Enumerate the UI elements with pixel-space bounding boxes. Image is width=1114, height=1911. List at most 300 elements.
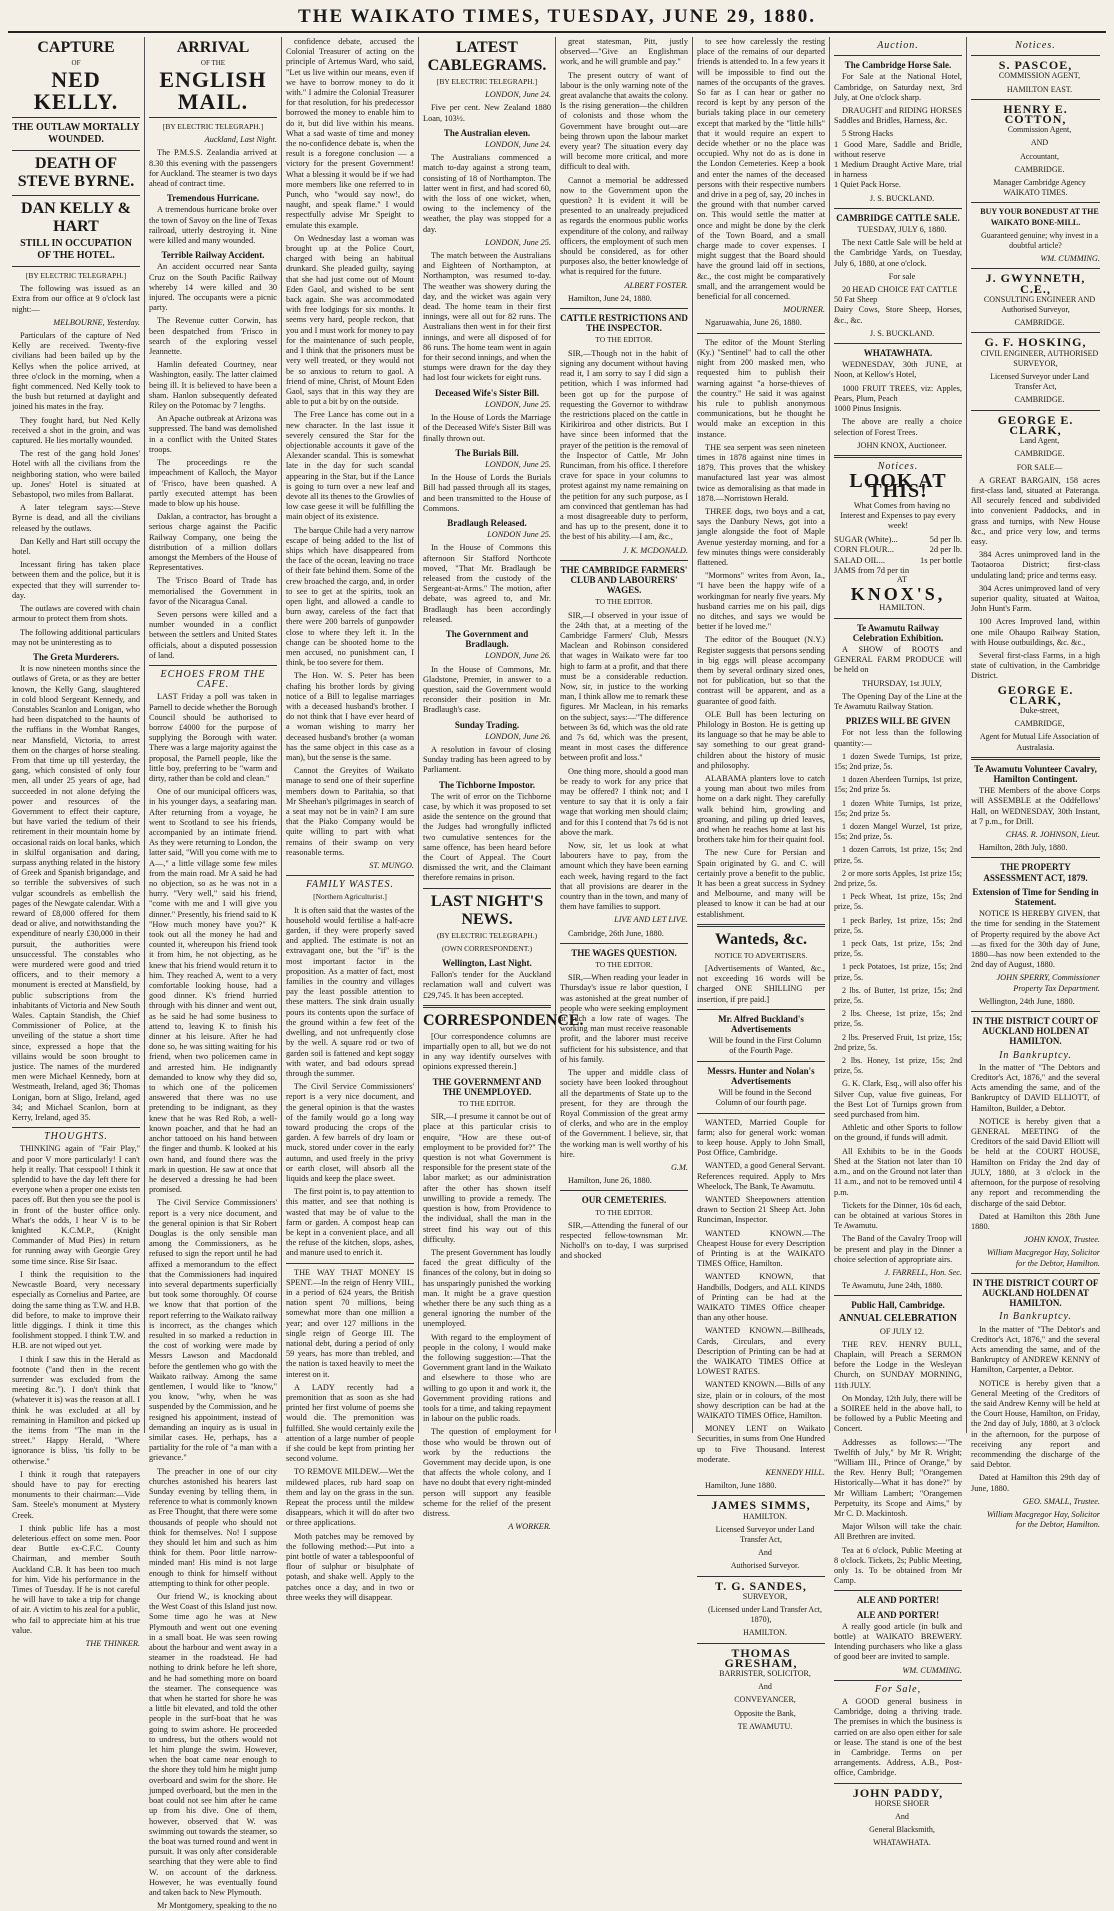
prize-item: 2 lbs. of Butter, 1st prize, 15s; 2nd prize, 5s. <box>834 985 962 1006</box>
dateline: Cambridge, 26th June, 1880. <box>568 928 664 938</box>
paragraph: The Revenue cutter Corwin, has been despatched from 'Frisco in search of the exploring vessel Jeannette. <box>149 316 277 357</box>
ad-line: (Licensed under Land Transfer Act, 1870), <box>708 1605 822 1625</box>
dateline: Auckland, Last Night. <box>204 135 277 145</box>
divider <box>971 332 1100 333</box>
ad-name: JOHN PADDY, <box>852 1785 944 1800</box>
section-heading-echoes: ECHOES FROM THE CAFE. <box>160 668 266 691</box>
ad-line: HAMILTON. <box>879 603 925 613</box>
paragraph: 100 Acres Improved land, within one mile Ohaupo Railway Station, with House outbuildings, &c. &c., <box>971 617 1100 647</box>
paragraph: With regard to the employment of people in the colony, I would make the following suggestion:—That the Government grant land in the Waikato and elsewhere to those who are willing to go upon it and work it, the Government providing rations and tools for a time, and taking repayment in labour on the public roads. <box>423 1332 551 1424</box>
paragraph: The Band of the Cavalry Troop will be present and play in the Dinner a choice selection of appropriate airs. <box>834 1234 962 1264</box>
paragraph: NOTICE is hereby given that a General Meeting of the Creditors of the said Andrew Kenny will be held at the Court House, Hamilton, on Friday, the 2nd day of July, 1880, at 3 o'clock in the afternoon, for the purpose of receiving any report and recommending the discharge of the said Debtor. <box>971 1378 1100 1470</box>
divider <box>12 1127 140 1128</box>
divider <box>971 268 1100 269</box>
paragraph: Cannot a memorial be addressed now to the Government upon the question? It is evident it will be presented to an unalready prejudiced as regards the enormous public works expenditure of the colony, and railway officers, the employment of such men should be considered, as for other purposes also, the better knowledge of what is required for the future. <box>560 175 688 277</box>
price-row <box>834 555 962 565</box>
classified-ad: WANTED, Married Couple for farm; also for general work: woman to keep house. Apply to John Small, Post Office, Cambridge. <box>697 1117 825 1158</box>
paragraph: Tickets for the Dinner, 10s 6d each, can be obtained at various Stores in Te Awamutu. <box>834 1200 962 1231</box>
paragraph: THE sea serpent was seen nineteen times in 1878 against nine times in 1879. This proves that the whiskey manufactured last year was almost twice as demoralising as that made in 1878.—Norristown Herald. <box>697 442 825 503</box>
classified-ad: WANTED KNOWN, that Handbills, Dodgers, and ALL KINDS of Printing can be had at the WAIKATO TIMES Office cheaper than any other house. <box>697 1272 825 1323</box>
price-item: SUGAR (White)... <box>834 534 898 545</box>
letter-title: OUR CEMETERIES. <box>581 1195 667 1206</box>
divider <box>834 1295 962 1296</box>
divider <box>834 343 962 344</box>
dateline: Dated at Hamilton this 29th day of June, 1880. <box>971 1473 1100 1493</box>
classified-ad: MONEY LENT on Waikato Securities, in sums from One Hundred up to Five Thousand. Interest moderate. <box>697 1424 825 1464</box>
divider <box>697 1009 825 1010</box>
paragraph: In the House of Commons this afternoon Sir Stafford Northcote moved, "That Mr. Bradlaugh be released from the custody of the Sergeant-at-Arms." The motion, after debate, was agreed to, and Mr. Bradlaugh has been accordingly released. <box>423 543 551 624</box>
paragraph: SIR,—I presume it cannot be out of place at this particular crisis to enquire, "How are these out-of employment to be provided for?" The question is not what Government is responsible for the present state of the labor market; as our administration after the other has shown itself unwilling to provide a remedy. The question is how, from Providence to the individual, shall the man in the street find his way out of this difficulty. <box>423 1112 551 1244</box>
paragraph: Will be found in the First Column of the Fourth Page. <box>708 1036 822 1056</box>
paragraph-note: [Our correspondence columns are impartially open to all, but we do not in any way identify ourselves with opinions expressed therein.] <box>423 1031 551 1072</box>
ad-line: WHATAWHATA. <box>873 1838 931 1848</box>
court-heading: IN THE DISTRICT COURT OF AUCKLAND HOLDEN AT HAMILTON. <box>972 1277 1099 1309</box>
signature: ALBERT FOSTER. <box>624 280 688 290</box>
paragraph: It is often said that the wastes of the household would fertilise a half-acre garden, if they were properly saved and applied. The estimate is not an extravagant one, but the "if" is the most important factor in the proposition. As a matter of fact, most families in the country and villages pay the least possible attention to these matters. The sink drain usually pours its contents upon the surface of the ground within a few feet of the dwelling, and not unfrequently close by the well. A square rod or two of garden soil is fattened and kept soggy with water, and bad odours spread through the summer. <box>286 905 414 1078</box>
section-heading: Bradlaugh Released. <box>447 517 527 528</box>
ad-line: HAMILTON EAST. <box>1006 84 1073 94</box>
ad-line: SURVEYOR, <box>742 1591 788 1601</box>
masthead <box>8 6 1106 33</box>
prize-item: 1 dozen Aberdeen Turnips, 1st prize, 15s; 2nd prize 5s. <box>834 775 962 795</box>
ad-line: And <box>758 1548 772 1558</box>
paragraph: I think it rough that ratepayers should have to pay for erecting monuments to their chairman:—Vide Sam. Steele's monument at Mystery Creek. <box>12 1469 140 1520</box>
letter-title: THE CAMBRIDGE FARMERS' CLUB AND LABOURERS' WAGES. <box>560 564 688 596</box>
classified-ad: WANTED, a good General Servant. References required. Apply to Mrs Wheelock, The Bank, Te Awamutu. <box>697 1161 825 1191</box>
paragraph: 304 Acres unimproved land of very superior quality, situated at Waitoa, John Hunt's Farm. <box>971 583 1100 614</box>
paragraph: I think I saw this in the Herald as footnote ("and then in the recent surrender was excluded from the meeting &c."). I don't think that (whatever it is) was the reason at all. I think he was excluded at all by remaining in Hamilton and picked up the items from "The man in the street." Happy Herald, "Where ignorance is bliss, 'tis folly to be otherwise." <box>12 1354 140 1466</box>
letter-salutation: TO THE EDITOR. <box>458 1099 516 1109</box>
classified-ad: WANTED KNOWN.—Bills of any size, plain or in colours, of the most showy description can be had at the WAIKATO TIMES Office, Hamilton. <box>697 1380 825 1420</box>
paragraph: The question of employment for those who would be thrown out of work by the reductions the Government may decide upon, is one that affects the whole colony, and I have no doubt that every right-minded person will support any feasible scheme for the relief of the present distress. <box>423 1427 551 1518</box>
ad-line: Manager Cambridge Agency WAIKATO TIMES. <box>993 178 1086 198</box>
divider <box>286 1263 414 1264</box>
ad-line: FOR SALE— <box>1016 462 1063 472</box>
price-value: 5d per lb. <box>929 534 962 545</box>
ad-name: GEORGE E. CLARK, <box>997 412 1074 437</box>
column-4 <box>419 37 584 1532</box>
signature: WM. CUMMING. <box>902 1665 962 1675</box>
divider <box>971 99 1100 100</box>
prize-item: 2 lbs. Preserved Fruit, 1st prize, 15s; 2nd prize, 5s. <box>834 1032 962 1052</box>
ad-heading: Te Awamutu Volunteer Cavalry, Hamilton Contingent. <box>974 763 1097 784</box>
divider <box>149 665 277 666</box>
letter-title: THE GOVERNMENT AND THE UNEMPLOYED. <box>432 1076 542 1097</box>
dateline: LONDON, June 25. <box>485 399 551 409</box>
paragraph: The editor of the Mount Sterling (Ky.) "Sentinel" had to call the other night from 200 masked men, who requested him to publish their warning against "a horse-thieves of the country." He said it was against his rule to publish anonymous communications, but he thought he would make an exception in this instance. <box>697 337 825 439</box>
divider <box>697 1113 825 1114</box>
dateline: LONDON, June 25. <box>485 237 551 247</box>
ad-line: Land Agent, <box>1019 436 1060 446</box>
ad-line: Opposite the Bank, <box>734 1708 796 1718</box>
paragraph: The Australians commenced a match to-day against a strong team, consisting of 18 of Northampton. The latter went in first, and had scored 60, with the loss of one wicket, when, owing to the inclemency of the weather, the play was stopped for a day. <box>423 153 551 234</box>
dateline: LONDON June 25. <box>487 530 551 540</box>
signature: KENNEDY HILL. <box>765 1468 825 1477</box>
ad-name: T. G. SANDES, <box>715 1578 807 1593</box>
divider <box>697 333 825 334</box>
ad-heading: Te Awamutu Railway Celebration Exhibition. <box>852 622 944 643</box>
paragraph: The 'Frisco Board of Trade has memorialised the Government in favor of the Nicaragua Canal. <box>149 576 277 606</box>
signature: A WORKER. <box>508 1522 551 1532</box>
ad-line: OF JULY 12. <box>879 1326 925 1336</box>
headline-of: OF THE <box>200 59 226 67</box>
ad-line: Guaranteed genuine; why invest in a doubtful article? <box>980 230 1099 251</box>
prize-item: 1 peck Barley, 1st prize, 15s; 2nd prize, 5s. <box>834 915 962 935</box>
paragraph: Major Wilson will take the chair. All Brethren are invited. <box>834 1522 962 1542</box>
divider <box>697 1643 825 1644</box>
dateline: Hamilton, June 24, 1880. <box>568 293 652 303</box>
paragraph: THE WAY THAT MONEY IS SPENT.—In the reign of Henry VIII., in a period of 624 years, the British nation spent 70 millions, being somewhat more than one million a year; and over 127 millions in the single reign of George III. The national debt, during a period of only 59 years, has more than trebled, and the nation is taxed heavily to meet the interest on it. <box>286 1267 414 1379</box>
ad-name: S. PASCOE, <box>998 58 1073 73</box>
divider <box>697 1495 825 1496</box>
ad-line: TUESDAY, JULY 6, 1880. <box>857 225 947 235</box>
signature: WM. CUMMING. <box>1040 254 1100 264</box>
prize-item: 2 lbs. Honey, 1st prize, 15s; 2nd prize, 5s. <box>834 1056 962 1076</box>
ad-line: THURSDAY, 1st JULY, <box>862 678 942 688</box>
headline: CAPTURE <box>37 39 115 56</box>
signature: J. K. MCDONALD. <box>622 545 688 555</box>
ad-line: HAMILTON. <box>743 1511 787 1521</box>
paragraph: Addresses as follows:—"The Twelfth of July," by Mr R. Wright; "William III., Prince of Orange," by the Rev. Henry Bull; "Orangemen Historically—What it has done?" by Mr William Lambert; "Orangemen Perpetuity, its Scope and Aims," by Mr C. D. Mackintosh. <box>834 1437 962 1518</box>
ad-line: Licensed Surveyor under Land Transfer Act, <box>715 1524 815 1545</box>
ad-heading: PRIZES WILL BE GIVEN <box>845 716 951 727</box>
paragraph: One of our municipal officers was, in his younger days, a seafaring man. After returning from a voyage, he went to Scotland to see his friends, accompanied by an intimate friend. As they were returning to London, the latter said, "Will you come with me to A—," a little village some few miles from the main road. Mr A said he had no objection, so as he was not in a hurry. "Very well," said his friend, "come with me and I will give you dinner." Presently, his friend said to K "How much money have you?" K took out all the money he had and counted it, whereupon his friend took it from him, he not objecting, as he knew that his friend would return it to him. They reached A, went to a very comfortable looking house, had a good dinner. K's friend hurried through with his dinner and went out, as he said he had some business to attend to, leaving K to finish his dinner at his leisure. After he had done so, he was sitting waiting for his friend, when two policemen came in and arrested him. He indignantly demanded to know why they did so, to which one of the policemen answered that there was no use pretending to be indignant, as they knew that he was Red Rob, a well-known poacher, and that he had an anchor tattooed on his hand between the finger and thumb. K looked at his own hand, and found there was the mark in question. He saw at once that he deserved a dressing he had been promised. <box>149 787 277 1195</box>
dateline: Te Awamutu, June 24th, 1880. <box>842 1281 943 1291</box>
dateline: Wellington, 24th June, 1880. <box>979 996 1075 1006</box>
dateline: LONDON, June 24. <box>485 90 551 100</box>
section-heading: The Australian eleven. <box>443 127 531 138</box>
paragraph: A later telegram says:—Steve Byrne is dead, and all the civilians released by the outlaws. <box>12 503 140 533</box>
divider <box>971 1273 1100 1274</box>
section-heading: Wellington, Last Night. <box>442 958 532 969</box>
paragraph: An Apache outbreak at Arizona was suppressed. The band was demolished in a conflict with the United States troops. <box>149 414 277 454</box>
headline-english-mail: ENGLISH MAIL. <box>159 67 267 114</box>
price-item: JAMS from 7d per tin <box>834 564 910 575</box>
divider <box>12 117 140 118</box>
paragraph: Athletic and other Sports to follow on the ground, if funds will admit. <box>834 1123 962 1143</box>
section-heading-wanteds: Wanteds, &c. <box>715 930 807 948</box>
column-7 <box>830 37 967 1848</box>
signature: JOHN SPERRY, Commissioner Property Tax Department. <box>996 973 1100 993</box>
letter-salutation: TO THE EDITOR. <box>595 1207 653 1217</box>
ad-line: General Blacksmith, <box>869 1825 935 1835</box>
paragraph: Several first-class Farms, in a high state of cultivation, in the Cambridge District. <box>971 650 1100 681</box>
paragraph: THE Members of the above Corps will ASSEMBLE at the Oddfellows' Hall, on WEDNESDAY, 30th Instant, at 7 p.m., for Drill. <box>971 786 1100 826</box>
signature: William Macgregor Hay, Solicitor for the Debtor, Hamilton. <box>986 1248 1100 1268</box>
divider <box>423 888 551 889</box>
column-6 <box>693 37 830 1731</box>
divider <box>12 266 140 267</box>
paragraph: The Opening Day of the Line at the Te Awamutu Railway Station. <box>834 691 962 711</box>
letter-salutation: TO THE EDITOR. <box>595 960 653 970</box>
paragraph: Seven persons were killed and a number wounded in a conflict between the settlers and United States officials, about a disputed possession of land. <box>149 609 277 660</box>
paragraph: It is now nineteen months since the outlaws of Greta, or as they are better known, the Kelly Gang, slaughtered in cold blood Sergeant Kennedy, and Constables Scanlon and Lonigan, who had been dispatched to the haunts of the ruffians in the Wombat Ranges, near Mansfield, Victoria, to arrest them on the charges of horse stealing. From that time up till yesterday, the gang, which consisted of only four men, all under 25 years of age, had succeeded in not alone defying the power and resources of the Government to effect their capture, but have varied the tedium of their retirement in their mountain home by occasional raids on local banks, which in skilful organisation and daring, surpass anything related in the history of Greek and Spanish brigandage, and so terrible the subversives of such vulgar scoundrels as embellish the pages of the Newgate calendar. With a reward of £8,000 offered for them dead or alive, and notwithstanding the expenditure of nearly £30,000 in their pursuit, the authorities were unsuccessful. The constables who were murdered were good and tried officers, and to their memory a monument is erected at Mansfield, by public subscriptions from the inhabitants of Victoria and New South Wales. Captain Standish, the Chief Commissioner of Police, at the unveiling of the statue a short time since, expressed a hope that the villains would be soon brought to justice. The names of the murdered men were Michael Kennedy, born at Westmeath, Ireland, aged 36; Thomas Lonigan, born at Sligo, Ireland, aged 34; and Michael Scanlon, born at Kerry, Ireland, aged 35. <box>12 664 140 1123</box>
paragraph: The Civil Service Commissioners' report is a very nice document, and the general opinion is that Sir Robert Douglas is the only sensible man among the Commissioners, as he refused to sign the report until he had affixed a memorandum to the effect that the Commissioners had inquired into several departments superficially but took some thoroughly. Of course we know that that portion of the report referring to the Waikato railway is incorrect, as the changes which resulted in so marked a reduction in the cost of working were made by Messrs Lawson and Macdonald before the gentlemen who go with the Waikato railway. Among the same gentlemen, I would like to "know," you know, "why, when he was suspended by the Commission, and he resigned his appointment, instead of demanding an inquiry as is usual in similar cases. He, perhaps, has a partiality for the role of "a man with a grievance." <box>149 1198 277 1463</box>
ad-heading: ALE AND PORTER! <box>856 1595 940 1606</box>
paragraph: SIR,—Though not in the habit of signing any document without having read it, I am sorry to say I did sign a petition, which I was informed had been got up for the purpose of requesting the Governor to withdraw the restrictions placed on the cattle in Kirikiriroa and other districts. But I have since been informed that the prayer of the petition is the removal of the Inspector of Cattle, Mr John Runciman, from his office. I therefore crave for space in your columns to protest against my name remaining on the petition for any such purpose, as I am convinced that gentleman has had a most disagreeable duty to perform, and has up to the present, done it to the best of his ability.—I am, &c., <box>560 348 688 542</box>
paragraph: One thing more, should a good man be ready to work for any price that may be offered? I think not; and I venture to say that it is only a fair wage that working men should claim; and for this I contend that 7s 6d is not above the mark. <box>560 766 688 837</box>
ad-heading: ALE AND PORTER! <box>856 1609 940 1620</box>
paragraph: NOTICE is hereby given that a GENERAL MEETING of the Creditors of the said David Elliott will be held at the COURT HOUSE, Hamilton on Friday the 2nd day of JULY, 1880, at 3 o'clock in the afternoon, for the purpose of resolving any report and recommending the discharge of the said Debtor. <box>971 1116 1100 1208</box>
divider <box>12 150 140 151</box>
prize-item: 2 or more sorts Apples, 1st prize 15s; 2nd prize, 5s. <box>834 868 962 889</box>
divider <box>560 1190 688 1191</box>
ad-line: Duke-street, <box>1019 705 1060 715</box>
paragraph: 1000 FRUIT TREES, viz: Apples, Pears, Plum, Peach 1000 Pinus Insignis. <box>834 383 962 414</box>
paragraph: The first point is, to pay attention to this matter, and see that nothing is wasted that may be of value to the farm or garden. A compost heap can be kept in a convenient place, and all the refuse of the kitchen, slops, ashes, and manure used to enrich it. <box>286 1187 414 1258</box>
paragraph: THE REV. HENRY BULL, Chaplain, will Preach a SERMON before the Lodge in the Wesleyan Church, on SUNDAY MORNING, 11th JULY. <box>834 1339 962 1390</box>
ad-line: CAMBRIDGE, <box>1014 719 1065 729</box>
paragraph: For Sale at the National Hotel, Cambridge, on Saturday next, 3rd July, at One o'clock sharp. <box>834 72 962 102</box>
ad-line: CONVEYANCER, <box>734 1695 796 1705</box>
paragraph: In the House of Lords the Burials Bill had passed through all its stages, and been transmitted to the House of Commons. <box>423 473 551 513</box>
price-item: CORN FLOUR... <box>834 544 894 555</box>
divider <box>834 1590 962 1591</box>
ad-name: HENRY E. COTTON, <box>1003 101 1068 127</box>
divider <box>286 875 414 876</box>
paragraph: Hamlin defeated Courtney, near Washington, easily. The latter claimed being ill. It is believed to have been a sham. Hanlon subsequently defeated Riley on the Potomac by 7 lengths. <box>149 360 277 411</box>
paragraph: SIR,—When reading your leader in Thursday's issue re labor question, I was astonished at the great number of people who were seeking employment at such a low rate of wages. The working man must receive reasonable profit, and the laborer must receive sufficient for his subsistence, and that of his family. <box>560 973 688 1064</box>
headline-ned-kelly: NED KELLY. <box>33 67 119 114</box>
paragraph: A LADY recently had a premonition that as soon as she had printed her first volume of poems she would die. The premonition was fulfilled. She would certainly exile the attention of a large number of people if she could be kept from printing her second volume. <box>286 1382 414 1464</box>
paragraph: The above are really a choice selection of Forest Trees. <box>834 417 962 437</box>
court-subheading: In Bankruptcy. <box>999 1049 1072 1061</box>
dateline: Ngaruawahia, June 26, 1880. <box>705 318 802 328</box>
signature: MOURNER. <box>783 305 825 315</box>
paragraph: In the House of Lords the Marriage of the Deceased Wife's Sister Bill was finally thrown out. <box>423 413 551 443</box>
paragraph: What Comes from having no Interest and Expenses to pay every week! <box>840 500 956 530</box>
paragraph: Daklan, a contractor, has brought a serious charge against the Pacific Railway Company, one being the distribution of a million dollars amongst the Members of the House of Representatives. <box>149 512 277 573</box>
section-heading-auction: Auction. <box>877 40 919 51</box>
knox-store-name: KNOX'S, <box>850 584 946 605</box>
paragraph: The present Government has loudly faced the great difficulty of the finances of the colony, but in doing so has unsparingly punished the working man. It might be a grave question whether there be any such thing as a general ignoring the number of the unemployed. <box>423 1247 551 1329</box>
telegraph-credit: [BY ELECTRIC TELEGRAPH.] <box>25 271 127 280</box>
price-item: SALAD OIL... <box>834 554 885 565</box>
classified-ad: WANTED KNOWN.—Billheads, Cards, Circulars, and every Description of Printing can be had at the WAIKATO TIMES Office at LOWEST RATES. <box>697 1326 825 1377</box>
paragraph: A GREAT BARGAIN, 158 acres first-class land, situated at Pateranga. All securely fenced and subdivided into convenient Paddocks, and in grass and turnips, with New House &c., and price very low, and terms easy. <box>971 475 1100 546</box>
paragraph: Five per cent. New Zealand 1880 Loan, 103½. <box>423 103 551 123</box>
dateline: Dated at Hamilton this 28th June 1880. <box>971 1211 1100 1231</box>
price-row <box>834 565 962 575</box>
paragraph: The outlaws are covered with chain armour to protect them from shots. <box>12 604 140 624</box>
ad-line: Accountant, <box>1020 151 1059 161</box>
headline: ARRIVAL <box>176 39 250 56</box>
paragraph: They fought hard, but Ned Kelly received a shot in the groin, and was captured. He lies mortally wounded. <box>12 415 140 446</box>
ad-name: J. GWYNNETH, C.E., <box>985 271 1086 296</box>
signature: JOHN KNOX, Trustee. <box>1023 1235 1100 1245</box>
ad-line: BARRISTER, SOLICITOR, <box>719 1669 811 1679</box>
prize-list <box>834 752 962 1077</box>
section-heading-family-wastes: FAMILY WASTES. <box>306 879 394 891</box>
ad-line: Commission Agent, <box>1007 125 1072 135</box>
price-list <box>834 534 962 575</box>
ad-heading: ANNUAL CELEBRATION <box>839 1312 957 1324</box>
ad-heading: The Cambridge Horse Sale. <box>844 60 952 71</box>
paragraph: The rest of the gang hold Jones' Hotel with all the civilians from the neighboring station, who were bailed up. Jones' Hotel is situated at Sebastopol, two miles from Ballarat. <box>12 449 140 500</box>
headline-of: OF <box>71 59 81 67</box>
prize-item: 2 lbs. Cheese, 1st prize, 15s; 2nd prize, 5s. <box>834 1009 962 1029</box>
columns <box>8 37 1106 1911</box>
divider <box>697 1061 825 1062</box>
paragraph: [Advertisements of Wanted, &c., not exceeding 16 words will be charged ONE SHILLING per insertion, if pre paid.] <box>697 964 825 1004</box>
signature: LIVE AND LET LIVE. <box>614 915 688 925</box>
section-heading: Terrible Railway Accident. <box>161 250 265 261</box>
ad-heading: For Sale, <box>874 1683 922 1695</box>
court-subheading: In Bankruptcy. <box>999 1311 1072 1323</box>
letter-salutation: TO THE EDITOR. <box>595 335 653 345</box>
divider <box>834 618 962 619</box>
headline-last-nights-news: LAST NIGHT'S NEWS. <box>430 892 544 928</box>
signature: G.M. <box>670 1162 688 1172</box>
ad-heading: CAMBRIDGE CATTLE SALE. <box>836 212 960 223</box>
paragraph: Tea at 6 o'clock, Public Meeting at 8 o'clock. Tickets, 2s; Public Meeting, only 1s. To be obtained from Mr Camp. <box>834 1545 962 1586</box>
divider <box>971 757 1100 760</box>
paragraph: Mr Montgomery, speaking to the no <box>157 1901 277 1911</box>
paragraph: The barque Chile had a very narrow escape of being added to the list of ships which have disappeared from the face of the ocean, leaving no trace of their fate behind them. Some of the crew broached the cargo, and, in order to see to get at the spirits, took an open light, and allowed a candle to burn away, careless of the fact that there were 200 barrels of gunpowder close to where they left it. In the change can be shooted home to the men accused, no punishment can, I think, be too severe for them. <box>286 525 414 668</box>
price-row <box>834 544 962 554</box>
ad-heading: WHATAWHATA. <box>863 348 933 359</box>
letter-title: CATTLE RESTRICTIONS AND THE INSPECTOR. <box>560 313 688 334</box>
price-row <box>834 534 962 544</box>
paragraph: Moth patches may be removed by the following method:—Put into a pint bottle of water a tablespoonful of flour of sulphur or bisulphate of potash, and shake well. Apply to the patches once a day, and in two or three weeks they will disappear. <box>286 1531 414 1602</box>
paragraph: Our friend W., is knocking about the West Coast of this Island just now. Some time ago he was at New Plymouth and went out one evening in a small boat. He was seen rowing about the harbour and went away in a steamer in the roadstead. He had nothing to drink before he left shore, and he had something more on board the steamer. The consequence was that when he started for shore he was a little bit elevated, and told the other people in the surf-boat that he was going to swim ashore. He proceeded to undress, but the others would not let him plunge the swim. However, when the boat came near enough to the shore they told him he might jump overboard and swim for the shore. He jumped overboard, but the men in the boat could not see him after he came up from his dive. One of them, however, observed that W. was swimming out towards the steamer, so the boat was turned round and went in pursuit. It was only after considerable searching that they were able to find W. on account of the darkness. However, he was eventually found and taken back to New Plymouth. <box>149 1592 277 1897</box>
paragraph: The following additional particulars may not be uninteresting as to <box>12 627 140 647</box>
paragraph: All Exhibits to be in the Goods Shed at the Station not later than 10 a.m., and on the Ground not later than 11 a.m., and not to be removed until 4 p.m. <box>834 1146 962 1197</box>
paragraph: The preacher in one of our city churches astonished his hearers last Sunday evening by telling them, in reference to what is commonly known as Free Thought, that there were some thousands of people who should not think for themselves. No! I suppose they should let him and such as him think for them. Poor little narrow-minded man! His mind is not large enough to think for himself without attempting to think for other people. <box>149 1466 277 1588</box>
telegraph-credit: [BY ELECTRIC TELEGRAPH.] <box>436 77 538 86</box>
divider <box>834 1783 962 1784</box>
paragraph: The present outcry of want of labour is the only warning note of the great avalanche that awaits the colony. Is the rising generation—the children of colonists and those whom the Government have brought out—are being thrown upon the labour market every year? The situation every day will become more critical, and more difficult to deal with. <box>560 70 689 172</box>
ad-line: AND <box>1030 138 1049 148</box>
paragraph: An accident occurred near Santa Cruz on the South Pacific Railway whereby 14 were killed and 30 injured. The occupants were a picnic party. <box>149 262 277 313</box>
ad-name: GEORGE E. CLARK, <box>997 682 1074 707</box>
ad-line: Authorised Surveyor. <box>730 1561 800 1571</box>
section-heading: The Burials Bill. <box>455 447 519 458</box>
paragraph: I think the requisition to the Newcastle Board, very necessary especially as Cornelius and Partee, are doing the same thing as T.W. and H.B. did before, to make to improve their little diggings. I think it time this foolishment stopped. I think T.W. and H.B. are not wiped out yet. <box>12 1269 140 1351</box>
paragraph: On Monday, 12th July, there will be a SOIREE held in the above hall, to be followed by a Public Meeting and Concert. <box>834 1393 962 1434</box>
paragraph: ALABAMA planters love to catch a young man about two miles from home on a dark night. They carefully walk behind him, growling and groaning, and piling up dried leaves, and when he reaches home at last his brothers take him for their quaint fool. <box>697 774 825 845</box>
look-at-this-heading: LOOK AT THIS! <box>849 470 947 503</box>
ad-line: Licensed Surveyor under Land Transfer Act, <box>990 372 1089 392</box>
paragraph: Dan Kelly and Hart still occupy the hotel. <box>12 536 140 557</box>
ad-line: COMMISSION AGENT, <box>998 71 1081 81</box>
ad-line: HAMILTON. <box>743 1628 787 1638</box>
masthead-title: THE WAIKATO TIMES, TUESDAY, JUNE 29, 1880. <box>298 6 816 27</box>
paragraph: I think public life has a most deleterious effect on some men. Poor dear Buttle ex-C.F.C. County Chairman, and member South Auckland C.B. It has been too much for him. Vide his performance in the Times of Tuesday. If he is not careful he will have to take a trip for change of air. A victim to his zeal for a public, who fail to appreciate him at his true value. <box>12 1523 140 1635</box>
paragraph: For not less than the following quantity:— <box>834 728 962 748</box>
divider <box>697 924 825 927</box>
paragraph: 384 Acres unimproved land in the Taotaoroa District; first-class undulating land; price and terms easy. <box>971 550 1100 580</box>
column-8 <box>967 37 1104 1530</box>
signature: J. S. BUCKLAND. <box>869 193 935 203</box>
divider <box>560 308 688 309</box>
paragraph: Incessant firing has taken place between them and the police, but it is expected that they will surrender to-day. <box>12 560 140 600</box>
subheadline: THE OUTLAW MORTALLY WOUNDED. <box>12 122 140 145</box>
section-heading-notices: Notices. <box>1015 40 1056 51</box>
ad-line: CIVIL ENGINEER, AUTHORISED SURVEYOR, <box>980 348 1099 368</box>
paragraph: "Mormons" writes from Avon, Ia., "I have been the happy wife of a workingman for nearly five years. My husband carries me on his pail, digs no ditches, and says we would be better if he loved me." <box>697 571 825 632</box>
dateline: Hamilton, June 1880. <box>705 1481 777 1491</box>
divider <box>971 202 1100 203</box>
ad-heading: Public Hall, Cambridge. <box>851 1300 945 1311</box>
divider <box>697 1576 825 1577</box>
subheadline: STILL IN OCCUPATION OF THE HOTEL. <box>20 238 132 261</box>
paragraph: A SHOW of ROOTS and GENERAL FARM PRODUCE will be held on <box>834 644 962 675</box>
ad-line: CAMBRIDGE. <box>1014 164 1065 174</box>
correspondent-credit: (OWN CORRESPONDENT.) <box>441 943 533 953</box>
paragraph: The match between the Australians and Eighteen of Northampton, at Northampton, was resumed to-day. The weather was showery during the day, and the wicket was again very dead. The home team in their first innings, were all out for 82 runs. The Australians then went in for their first innings, and were all disposed of for 86 runs. The home team went in again for their second innings, and when the stumps were drawn for the day they had lost four wickets for eight runs. <box>423 251 551 383</box>
paragraph: Fallon's tender for the Auckland reclamation wall and culvert was £29,745. It has been accepted. <box>423 970 551 1000</box>
paragraph: TO REMOVE MILDEW.—Wet the mildewed places, rub hard soap on them and lay on the grass in the sun. Repeat the process until the mildew disappears, which it will do after two or three applications. <box>286 1467 414 1528</box>
paragraph: The Hon. W. S. Peter has been chafing his brother lords by giving notice of a Bill to legalise marriages with a deceased husband's brother. I do not think that I have ever heard of a woman wishing to marry her deceased husband's brother (a woman has the same object in this case as a man), but the sense is the same. <box>286 671 414 763</box>
ad-line: CAMBRIDGE. <box>1014 395 1065 405</box>
column-3 <box>282 37 419 1602</box>
telegraph-credit: (BY ELECTRIC TELEGRAPH.) <box>436 930 538 940</box>
column-5 <box>556 37 693 1433</box>
prize-item: 1 peck Potatoes, 1st prize, 15s; 2nd prize, 5s. <box>834 962 962 982</box>
subheadline: DEATH OF STEVE BYRNE. <box>17 155 135 190</box>
paragraph: NOTICE IS HEREBY GIVEN, that the time for sending in the Statement of Property required by the above Act—as fixed for the 30th day of June, 1880—has now been extended to the 2nd day of August, 1880. <box>971 909 1100 970</box>
headline-latest-cablegrams: LATEST CABLEGRAMS. <box>427 39 547 74</box>
paragraph: On Wednesday last a woman was brought up at the Police Court, charged with being an habitual drunkard. She pleaded guilty, saying that she had just come out of Mount Eden Gaol, and wished to be sent back again. She was accommodated with free lodgings for six months. It seems very hard, people reckon, that you and I must work for money to pay for the maintenance of such people, and I think that the prisoners must be very well treated, or they would not be so anxious to return to gaol. A friend of mine, Christ, of Mount Eden Gaol, says that in this way they are able to put a bit by on the outside. <box>286 233 414 407</box>
ad-line: HORSE SHOER <box>874 1798 930 1808</box>
paragraph: The next Cattle Sale will be held at the Cambridge Yards, on Tuesday, July 6, 1880, at one o'clock. <box>834 238 962 268</box>
ad-heading: Extension of Time for Sending in Statement. <box>972 886 1099 908</box>
prize-item: 1 dozen Mangel Wurzel, 1st prize, 15s; 2nd prize, 5s. <box>834 822 962 842</box>
column-1 <box>8 37 145 1648</box>
dateline: LONDON, June 25. <box>485 459 551 469</box>
prize-item: 1 dozen Carrots, 1st prize, 15s; 2nd prize, 5s. <box>834 845 962 865</box>
subheadline: DAN KELLY & HART <box>21 200 131 235</box>
ad-line: And <box>895 1812 909 1822</box>
letter-salutation: TO THE EDITOR. <box>595 597 653 607</box>
divider <box>971 410 1100 411</box>
paragraph: A GOOD general business in Cambridge, doing a thriving trade. The premises in which the business is carried on are also open either for sale or lease. The stand is one of the best in Cambridge. Terms on per arrangements. Address, A.B., Post-office, Cambridge. <box>834 1697 962 1778</box>
paragraph: In the House of Commons, Mr. Gladstone, Premier, in answer to a question, said the Government would reconsider their position in Mr. Bradlaugh's case. <box>423 664 551 715</box>
dateline: Hamilton, 28th July, 1880. <box>979 843 1068 853</box>
paragraph: The P.M.S.S. Zealandia arrived at 8.30 this evening with the passengers for Auckland. The steamer is two days ahead of contract time. <box>149 148 277 189</box>
dateline: MELBOURNE, Yesterday. <box>53 317 140 327</box>
ad-line: For sale <box>888 271 916 281</box>
headline-correspondence: CORRESPONDENCE. <box>423 1011 584 1029</box>
column-2 <box>145 37 282 1911</box>
signature: THE THINKER. <box>85 1639 140 1648</box>
prize-item: 1 peck Oats, 1st prize, 15s; 2nd prize, 5s. <box>834 939 962 959</box>
ad-line: CAMBRIDGE. <box>1014 318 1065 328</box>
paragraph: A really good article (in bulk and bottle) at WAIKATO BREWERY. Intending purchasers who like a glass of good beer are invited to sample. <box>834 1621 962 1662</box>
paragraph: WEDNESDAY, 30th JUNE, at Noon, at Kellow's Hotel, <box>834 360 962 380</box>
paragraph: The new Cure for Persian and Spain originated by G. and C. will certainly prove a benefit to the public. It has been a great success in Sydney and Melbourne, and many will be pleased to know it can be had at our establishment. <box>697 848 825 919</box>
section-heading: The Greta Murderers. <box>33 651 119 662</box>
paragraph: The writ of error on the Tichborne case, by which it was proposed to set aside the sentence on the ground that the Judges had wrongfully inflicted two cumulative sentences for the same offence, has been heard before the Court of Appeal. The Court dismissed the writ, and the Claimant therefore remains in prison. <box>423 791 551 883</box>
section-heading: Deceased Wife's Sister Bill. <box>435 387 539 398</box>
section-heading-thoughts: THOUGHTS. <box>44 1131 108 1143</box>
paragraph: The following was issued as an Extra from our office at 9 o'clock last night:— <box>12 284 140 314</box>
classified-ad: WANTED Sheepowners attention drawn to Section 21 Sheep Act. John Runciman, Inspector. <box>697 1194 825 1225</box>
divider <box>834 208 962 209</box>
price-value: 2d per lb. <box>929 544 962 555</box>
section-heading: The Tichborne Impostor. <box>438 779 536 790</box>
notice-heading: NOTICE TO ADVERTISERS. <box>714 950 808 960</box>
ad-line: And <box>758 1682 772 1692</box>
paragraph: confidence debate, accused the Colonial Treasurer of acting on the principle of Artemus Ward, who said, "Let us live within our means, even if we have to borrow money to do it with." I admire the Colonial Treasurer for that resolution, for his predecessor borrowed the money to enable him to do it, but did live within his means. What a sad waste of time and money the no-confidence debate is, when the result is a foregone conclusion — a victory for the present Government! What a blessing it would be if we had more members like one referred to in Punch, who "would say now!, do naught, and speak flame." I would respectfully advise Mr Speight to emulate this example. <box>286 37 414 230</box>
prize-item: 1 dozen Swede Turnips, 1st prize, 15s; 2nd prize, 5s. <box>834 751 962 771</box>
paragraph: A tremendous hurricane broke over the town of Savoy on the line of Texas railroad, utterly destroying it. Nine were killed and many wounded. <box>149 205 277 246</box>
signature: ST. MUNGO. <box>369 861 414 871</box>
paragraph: The Free Lance has come out in a new character. In the last issue it severely censured the Star for the objectionable accounts it gave of the Alexander scandal. This is somewhat late in the day for such scandal appearing in the Star, but if the Lance is going to turn over a new leaf and devote all its thenes to the Growlies of low case geese it will be fulfilling the main object of its existence. <box>286 410 414 522</box>
source-credit: [Northern Agriculturist.] <box>313 892 387 902</box>
dateline: LONDON, June 26. <box>485 651 551 661</box>
